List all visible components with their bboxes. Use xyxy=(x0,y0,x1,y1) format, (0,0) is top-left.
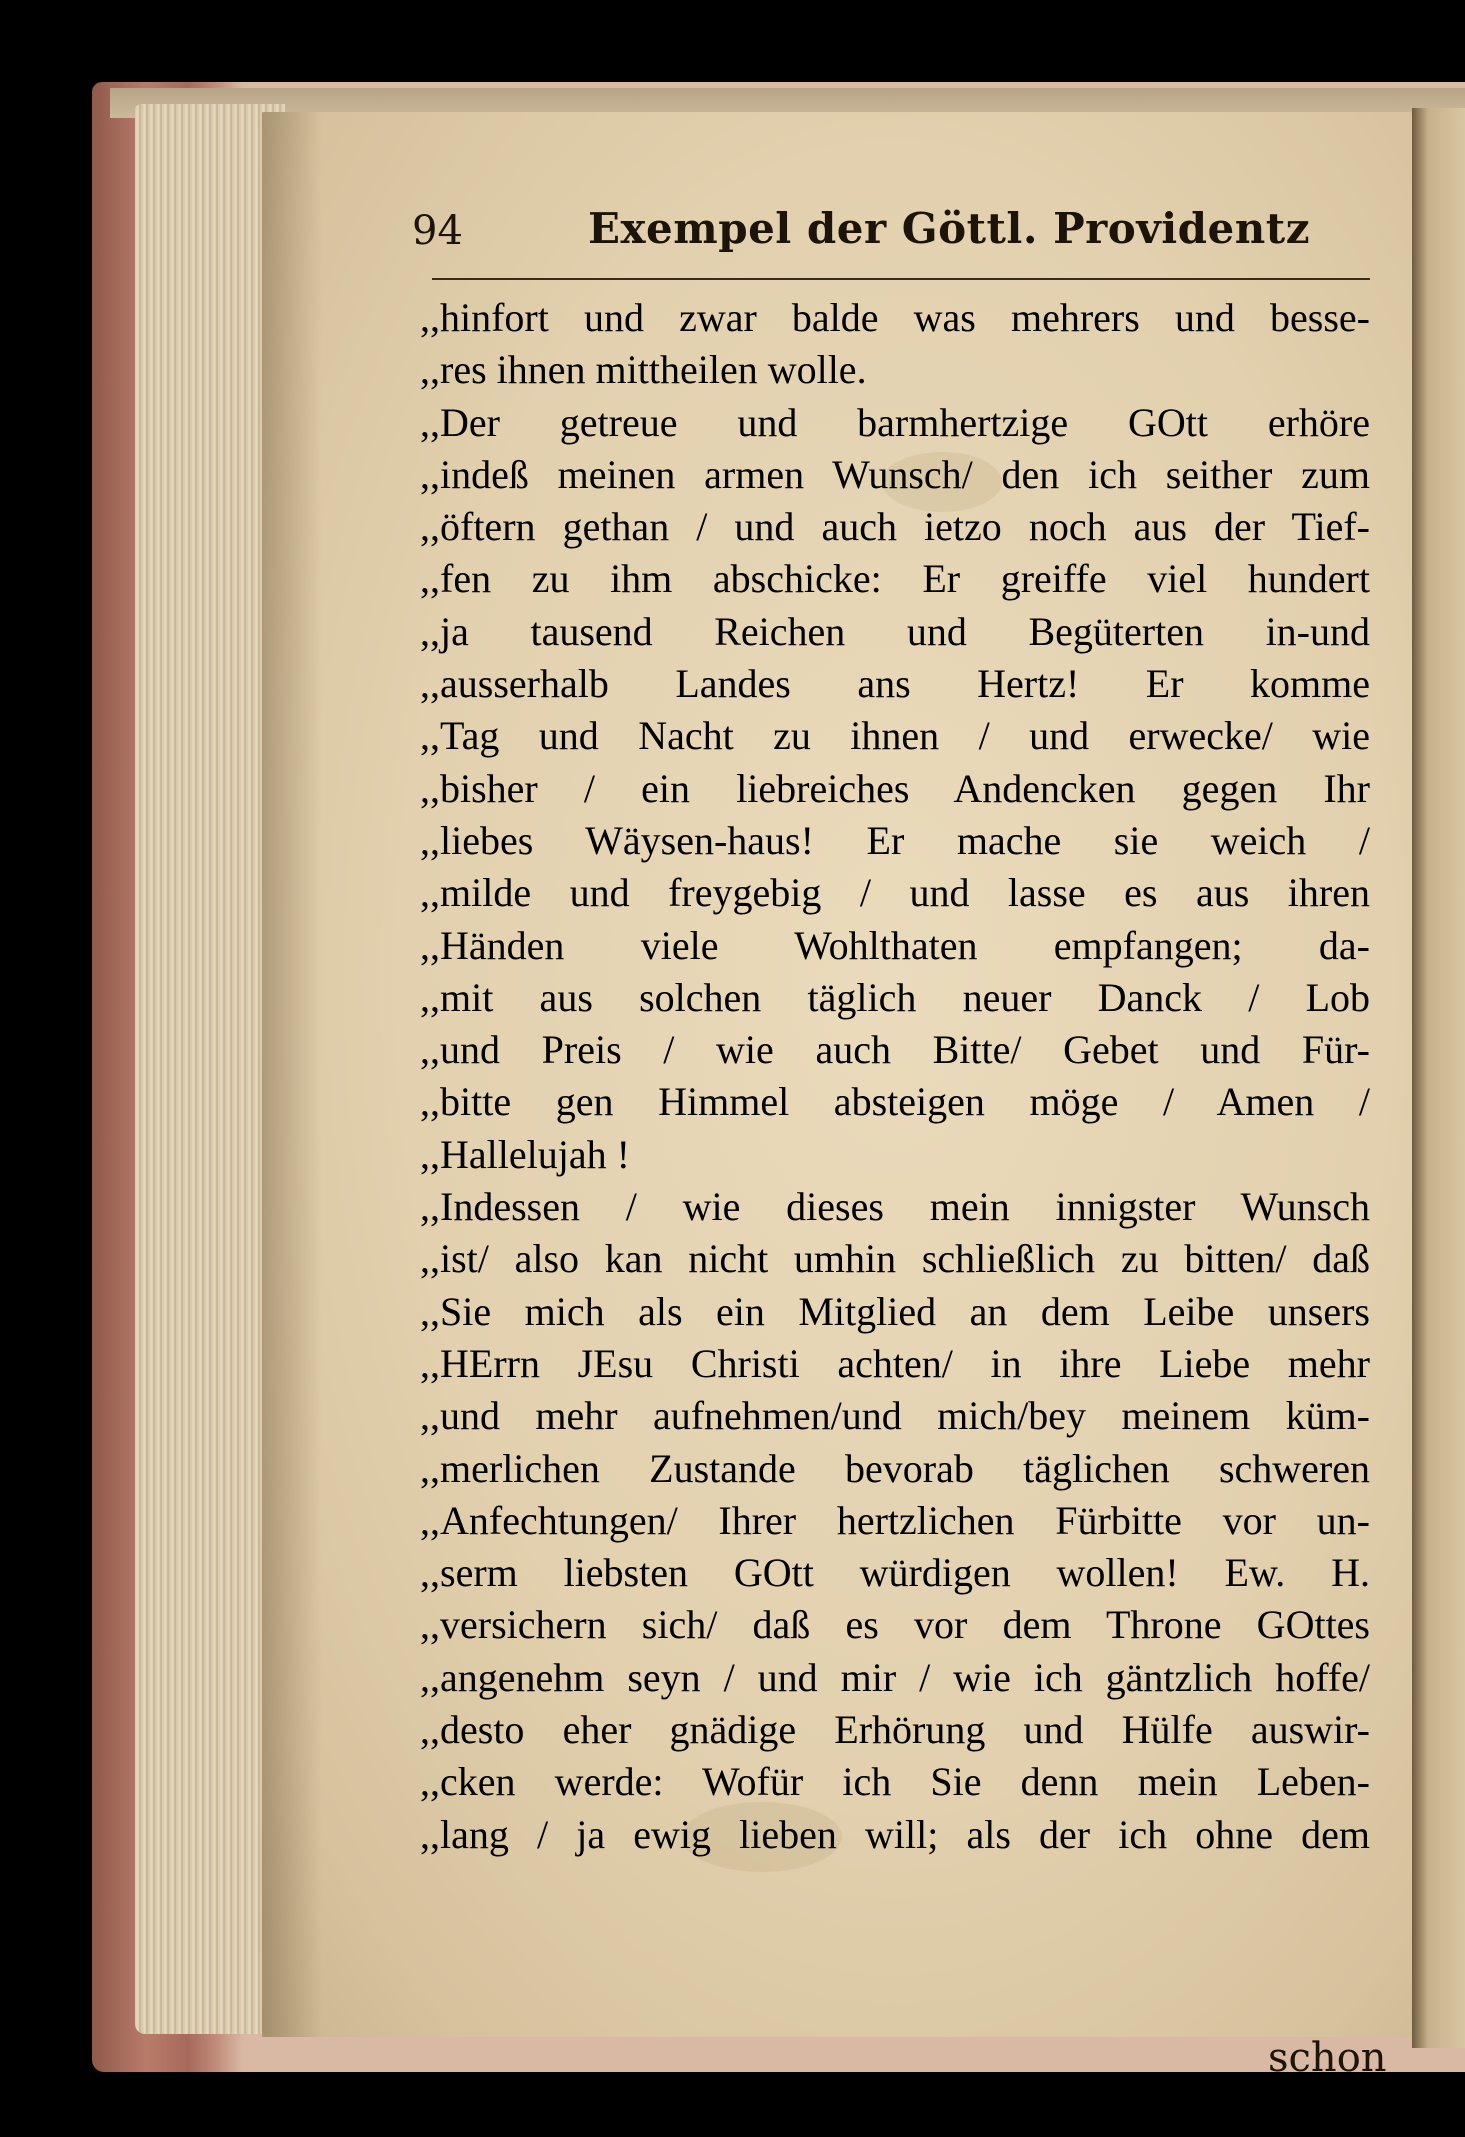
text-line: ,,cken werde: Wofür ich Sie denn mein Leben- xyxy=(420,1759,1370,1805)
text-line: ,,milde und freygebig / und lasse es aus ihren xyxy=(420,870,1370,916)
text-line: ,,und mehr aufnehmen/und mich/bey meinem küm- xyxy=(420,1393,1370,1439)
text-line: ,,lang / ja ewig lieben will; als der ich ohne dem xyxy=(420,1811,1370,1857)
text-line: ,,Der getreue und barmhertzige GOtt erhöre xyxy=(420,399,1370,445)
text-line: ,,Sie mich als ein Mitglied an dem Leibe unsers xyxy=(420,1288,1370,1334)
text-line: ,,und Preis / wie auch Bitte/ Gebet und Für- xyxy=(420,1027,1370,1073)
text-line: ,,Händen viele Wohlthaten empfangen; da- xyxy=(420,922,1370,968)
text-line: ,,Anfechtungen/ Ihrer hertzlichen Fürbitte vor un- xyxy=(420,1497,1370,1543)
text-line: ,,bisher / ein liebreiches Andencken gegen Ihr xyxy=(420,765,1370,811)
text-line: ,,res ihnen mittheilen wolle. xyxy=(420,347,867,393)
text-line: ,,bitte gen Himmel absteigen möge / Amen / xyxy=(420,1079,1370,1125)
text-line: ,,Tag und Nacht zu ihnen / und erwecke/ wie xyxy=(420,713,1370,759)
page-number: 94 xyxy=(412,208,463,254)
running-head-area xyxy=(412,200,1372,262)
text-line: ,,indeß meinen armen Wunsch/ den ich seither zum xyxy=(420,451,1370,497)
text-line: ,,versichern sich/ daß es vor dem Throne GOttes xyxy=(420,1602,1370,1648)
text-line: ,,HErrn JEsu Christi achten/ in ihre Liebe mehr xyxy=(420,1340,1370,1386)
text-line: ,,Indessen / wie dieses mein innigster Wunsch xyxy=(420,1184,1370,1230)
text-line: ,,angenehm seyn / und mir / wie ich gäntzlich hoffe/ xyxy=(420,1654,1370,1700)
text-line: ,,öftern gethan / und auch ietzo noch aus der Tief- xyxy=(420,504,1370,550)
text-line: ,,liebes Wäysen-haus! Er mache sie weich / xyxy=(420,817,1370,863)
text-line: ,,fen zu ihm abschicke: Er greiffe viel hundert xyxy=(420,556,1370,602)
text-line: ,,hinfort und zwar balde was mehrers und besse- xyxy=(420,295,1370,340)
text-line: ,,ist/ also kan nicht umhin schließlich zu bitten/ daß xyxy=(420,1236,1370,1282)
running-head xyxy=(412,200,1372,262)
body-text xyxy=(420,292,1370,1861)
text-line: ,,desto eher gnädige Erhörung und Hülfe auswir- xyxy=(420,1707,1370,1753)
text-line: ,,Hallelujah ! xyxy=(420,1131,630,1177)
catchword: schon xyxy=(1268,2035,1387,2081)
text-line: ,,ausserhalb Landes ans Hertz! Er komme xyxy=(420,661,1370,707)
header-rule xyxy=(432,278,1370,280)
running-title: Exempel der Göttl. Providentz xyxy=(588,204,1311,253)
facing-page-edge xyxy=(1412,108,1465,2048)
text-line: ,,merlichen Zustande bevorab täglichen schweren xyxy=(420,1445,1370,1491)
text-line: ,,mit aus solchen täglich neuer Danck / Lob xyxy=(420,974,1370,1020)
text-line: ,,serm liebsten GOtt würdigen wollen! Ew. H. xyxy=(420,1550,1370,1596)
text-line: ,,ja tausend Reichen und Begüterten in-und xyxy=(420,608,1370,654)
gutter-shadow xyxy=(262,112,322,2037)
